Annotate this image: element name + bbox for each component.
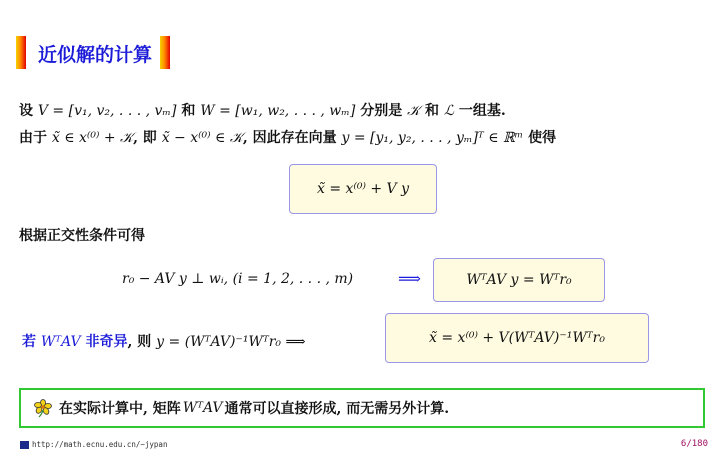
math-condition-1: x̃ ∈ x⁽⁰⁾ + 𝒦: [51, 130, 134, 146]
text-ruo: 若: [22, 334, 41, 350]
text-middle: 分别是: [355, 103, 408, 119]
text-ji: , 即: [133, 130, 162, 146]
math-WtAV: WᵀAV: [182, 400, 223, 416]
implies-arrow: ⟹: [398, 269, 421, 288]
text-ze: , 则: [127, 334, 157, 350]
math-L: ℒ: [443, 103, 454, 119]
note-text-prefix: 在实际计算中, 矩阵: [59, 401, 181, 417]
equation-box-normal: WᵀAV y = Wᵀr₀: [433, 258, 605, 302]
text-and: 和: [420, 103, 444, 119]
text-and: 和: [176, 103, 201, 119]
text-prefix: 由于: [19, 130, 52, 146]
math-K: 𝒦: [407, 103, 421, 119]
nonsingular-line: [22, 331, 306, 351]
flower-icon: [33, 398, 53, 418]
footer-url-text: http://math.ecnu.edu.cn/~jypan: [32, 440, 168, 449]
equation-box-x-tilde: x̃ = x⁽⁰⁾ + V y: [289, 164, 437, 214]
note-text-suffix: 通常可以直接形成, 而无需另外计算.: [224, 401, 450, 417]
orthogonality-condition: r₀ − AV y ⊥ wᵢ, (i = 1, 2, . . . , m): [122, 271, 354, 287]
text-suffix: 使得: [523, 130, 557, 146]
orthogonality-line: 根据正交性条件可得: [19, 228, 145, 244]
building-icon: [20, 441, 29, 449]
slide-title: 近似解的计算: [38, 44, 153, 66]
text-prefix: 设: [19, 103, 38, 119]
footer-url[interactable]: [20, 440, 167, 449]
text-middle: , 因此存在向量: [242, 130, 342, 146]
math-V-definition: V = [v₁, v₂, . . . , vₘ]: [37, 103, 177, 119]
basis-definition-line: [19, 100, 506, 120]
implies-arrow: ⟹: [281, 334, 306, 350]
math-condition-2: x̃ − x⁽⁰⁾ ∈ 𝒦: [161, 130, 243, 146]
page-number: 6/180: [680, 439, 708, 449]
math-W-definition: W = [w₁, w₂, . . . , wₘ]: [200, 103, 356, 119]
title-bar-left: [16, 36, 26, 69]
math-y-definition: y = [y₁, y₂, . . . , yₘ]ᵀ ∈ ℝᵐ: [341, 130, 524, 146]
equation-box-solution: x̃ = x⁽⁰⁾ + V(WᵀAV)⁻¹Wᵀr₀: [385, 313, 649, 363]
text-suffix: 一组基.: [453, 103, 506, 119]
title-bar-right: [160, 36, 170, 69]
note-box: [19, 388, 705, 428]
text-nonsingular: 非奇异: [80, 334, 128, 350]
math-y-solution: y = (WᵀAV)⁻¹Wᵀr₀: [156, 334, 282, 350]
math-WtAV: WᵀAV: [40, 334, 81, 350]
existence-line: [19, 127, 556, 147]
